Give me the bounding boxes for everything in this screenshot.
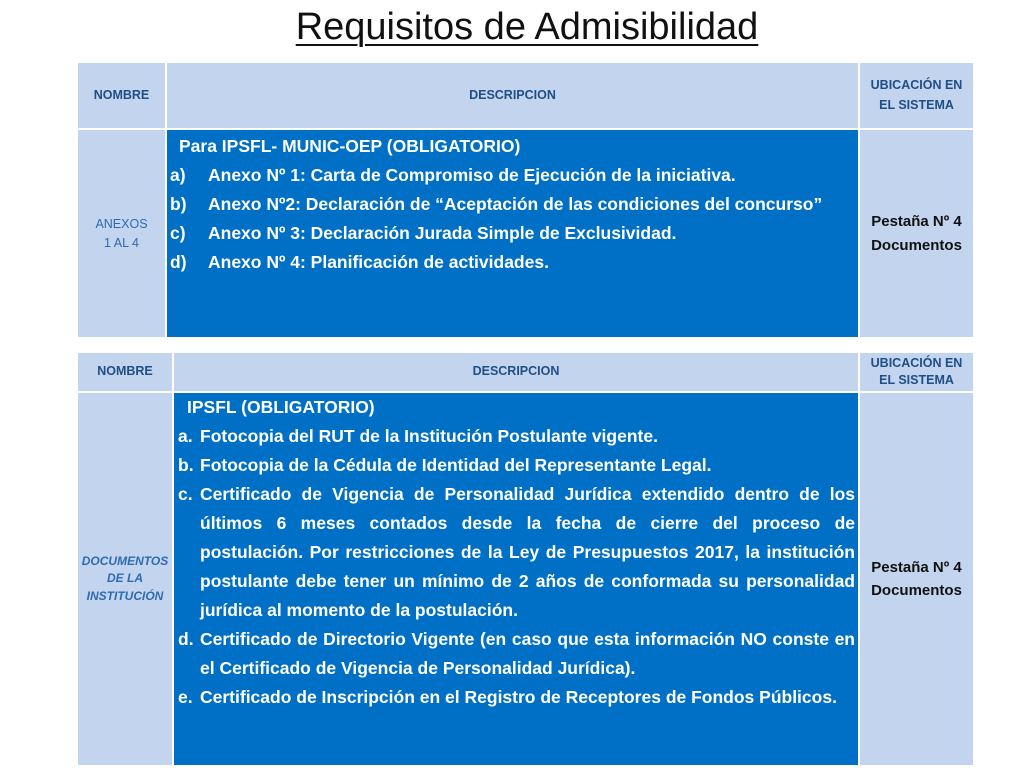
location-line1: Pestaña Nº 4 [871,558,962,576]
header-ubicacion [859,352,974,392]
header-ubicacion-line2: EL SISTEMA [879,373,954,387]
header-descripcion: DESCRIPCION [166,62,859,129]
row-location-anexos [859,129,974,338]
requirements-table-annexes [76,61,975,339]
header-nombre: NOMBRE [77,352,173,392]
row-description-anexos [166,129,859,338]
description-intro: Para IPSFL- MUNIC-OEP (OBLIGATORIO) [179,136,521,156]
location-line1: Pestaña Nº 4 [871,213,962,231]
row-description-documentos [173,392,859,766]
header-nombre: NOMBRE [77,62,166,129]
location-line2: Documentos [871,236,962,254]
row-name-documentos [77,392,173,766]
row-name-line2: DE LA [107,571,143,586]
row-name-line1: DOCUMENTOS [81,553,169,568]
header-descripcion: DESCRIPCION [173,352,859,392]
row-name-line2: 1 AL 4 [104,235,139,250]
header-ubicacion-line2: EL SISTEMA [879,97,954,112]
list-item: e. Certificado de Inscripción en el Registro de Receptores de Fondos Públicos. [178,687,837,707]
row-location-documentos [859,392,974,766]
requirements-table-documents [76,351,975,767]
header-ubicacion-line1: UBICACIÓN EN [870,78,963,93]
list-item: a) Anexo Nº 1: Carta de Compromiso de Ejecución de la iniciativa. [170,165,736,185]
list-item: d. Certificado de Directorio Vigente (en caso que esta información NO conste en el Certificado de Vigencia de Personalidad Jurídica). [178,629,855,678]
list-item: b. Fotocopia de la Cédula de Identidad del Representante Legal. [178,455,712,475]
annex-list [170,161,852,277]
list-item: c. Certificado de Vigencia de Personalidad Jurídica extendido dentro de los últimos 6 meses contados desde la fecha de cierre del proceso de postulación. Por restricciones de la Ley de Presupuestos 2017, la institución postulante debe tener un mínimo de 2 años de conformada su personalidad jurídica al momento de la postulación. [178,484,855,620]
row-name-line3: INSTITUCIÓN [86,588,164,603]
description-intro: IPSFL (OBLIGATORIO) [187,397,375,417]
row-name-anexos [77,129,166,338]
location-line2: Documentos [871,582,962,599]
header-ubicacion-line1: UBICACIÓN EN [870,356,963,371]
page-title: Requisitos de Admisibilidad [295,6,759,48]
list-item: b) Anexo Nº2: Declaración de “Aceptación de las condiciones del concurso” [170,194,823,214]
row-name-line1: ANEXOS [95,217,148,232]
list-item: c) Anexo Nº 3: Declaración Jurada Simple de Exclusividad. [170,223,677,243]
header-ubicacion [859,62,974,129]
list-item: d) Anexo Nº 4: Planificación de actividades. [170,252,549,272]
list-item: a. Fotocopia del RUT de la Institución Postulante vigente. [178,426,658,446]
document-list [178,422,855,712]
